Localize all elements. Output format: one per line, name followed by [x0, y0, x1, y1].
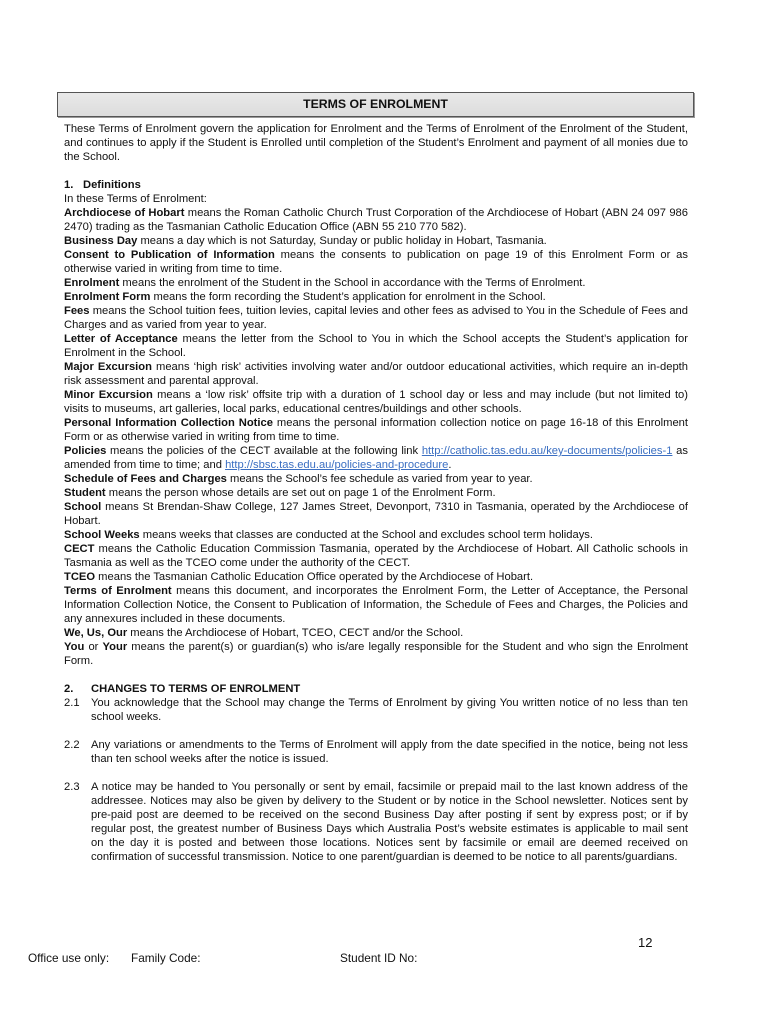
footer-family-code: Family Code:	[131, 951, 201, 965]
definition-item: Terms of Enrolment means this document, and incorporates the Enrolment Form, the Letter of Acceptance, the Personal Information Collection Notice, the Consent to Publication of Information, the Schedule of Fees and Charges, the Policies and any annexures included in these documents.	[64, 585, 689, 625]
definition-item: Business Day means a day which is not Saturday, Sunday or public holiday in Hobart, Tasmania.	[64, 235, 547, 247]
definition-item: Consent to Publication of Information means the consents to publication on page 19 of this Enrolment Form or as otherwise varied in writing from time to time.	[64, 249, 688, 275]
definition-policies: Policies means the policies of the CECT available at the following link http://catholic.tas.edu.au/key-documents/policies-1 as amended from time to time; and http://sbsc.tas.edu.au/policies-and-procedure.	[64, 445, 688, 471]
terms-body	[64, 122, 688, 864]
clause-item	[64, 696, 688, 724]
clause-item	[64, 738, 688, 766]
definitions-list-continued	[64, 472, 688, 640]
footer-student-id: Student ID No:	[340, 951, 418, 965]
clause-text: A notice may be handed to You personally or sent by email, facsimile or prepaid mail to the last known address of the addressee. Notices may also be given by delivery to the Student or by notice in the School newsletter. Notices sent by pre-paid post are deemed to be received on the second Business Day after posting if sent by express post; or if by regular post, the greatest number of Business Days which Australia Post’s website estimates is applicable to mail sent on the day it is posted and between those locations. Notices sent by facsimile or email are deemed received on confirmation of successful transmission. Notice to one parent/guardian is deemed to be notice to all parents/guardians.	[91, 781, 688, 863]
policies-link-school[interactable]: http://sbsc.tas.edu.au/policies-and-procedure	[225, 459, 449, 471]
definition-item: Personal Information Collection Notice means the personal information collection notice on page 16-18 of this Enrolment Form or as otherwise varied in writing from time to time.	[64, 417, 689, 443]
definitions-list	[64, 206, 688, 444]
definition-item: Fees means the School tuition fees, tuition levies, capital levies and other fees as advised to You in the Schedule of Fees and Charges and as varied from year to year.	[64, 305, 688, 331]
clause-item	[64, 780, 688, 864]
definition-item: Letter of Acceptance means the letter from the School to You in which the School accepts the Student’s application for Enrolment in the School.	[64, 333, 688, 359]
definition-item: Enrolment Form means the form recording the Student’s application for enrolment in the School.	[64, 291, 546, 303]
definition-item: Enrolment means the enrolment of the Student in the School in accordance with the Terms of Enrolment.	[64, 277, 586, 289]
clause-number: 2.3	[64, 781, 80, 793]
definition-item: School Weeks means weeks that classes are conducted at the School and excludes school term holidays.	[64, 529, 594, 541]
definition-you: You or Your means the parent(s) or guardian(s) who is/are legally responsible for the Student and who sign the Enrolment Form.	[64, 641, 688, 667]
page-number: 12	[638, 935, 653, 950]
section-1-heading: 1. Definitions	[64, 179, 141, 191]
definition-item: CECT means the Catholic Education Commission Tasmania, operated by the Archdiocese of Hobart. All Catholic schools in Tasmania as well as the TCEO come under the authority of the CECT.	[64, 543, 688, 569]
definition-item: Schedule of Fees and Charges means the School’s fee schedule as varied from year to year.	[64, 473, 533, 485]
section-2-clauses	[64, 696, 688, 864]
footer-office-use: Office use only:	[28, 951, 110, 965]
clause-text: You acknowledge that the School may change the Terms of Enrolment by giving You written notice of no less than ten school weeks.	[91, 697, 688, 723]
definition-item: Major Excursion means ‘high risk’ activities involving water and/or outdoor educational activities, which require an in-depth risk assessment and parental approval.	[64, 361, 689, 387]
clause-number: 2.1	[64, 697, 80, 709]
page-title: TERMS OF ENROLMENT	[57, 92, 694, 117]
definition-item: Student means the person whose details are set out on page 1 of the Enrolment Form.	[64, 487, 496, 499]
clause-text: Any variations or amendments to the Terms of Enrolment will apply from the date specified in the notice, being not less than ten school weeks after the notice is issued.	[91, 739, 688, 765]
intro-paragraph: These Terms of Enrolment govern the application for Enrolment and the Terms of Enrolment of the Enrolment of the Student, and continues to apply if the Student is Enrolled until completion of the Student’s Enrolment and payment of all monies due to the School.	[64, 123, 688, 163]
definitions-lead: In these Terms of Enrolment:	[64, 193, 207, 205]
definition-item: We, Us, Our means the Archdiocese of Hobart, TCEO, CECT and/or the School.	[64, 627, 464, 639]
section-2-heading: 2. CHANGES TO TERMS OF ENROLMENT	[64, 683, 301, 695]
definition-item: School means St Brendan-Shaw College, 127 James Street, Devonport, 7310 in Tasmania, operated by the Archdiocese of Hobart.	[64, 501, 688, 527]
clause-number: 2.2	[64, 739, 80, 751]
definition-item: Minor Excursion means a ‘low risk’ offsite trip with a duration of 1 school day or less and may include (but not limited to) visits to museums, art galleries, local parks, educational centres/buildings and other schools.	[64, 389, 688, 415]
definition-item: TCEO means the Tasmanian Catholic Education Office operated by the Archdiocese of Hobart.	[64, 571, 534, 583]
definition-item: Archdiocese of Hobart means the Roman Catholic Church Trust Corporation of the Archdiocese of Hobart (ABN 24 097 986 2470) trading as the Tasmanian Catholic Education Office (ABN 55 210 770 582).	[64, 207, 688, 233]
policies-link-cect[interactable]: http://catholic.tas.edu.au/key-documents/policies-1	[421, 445, 673, 457]
